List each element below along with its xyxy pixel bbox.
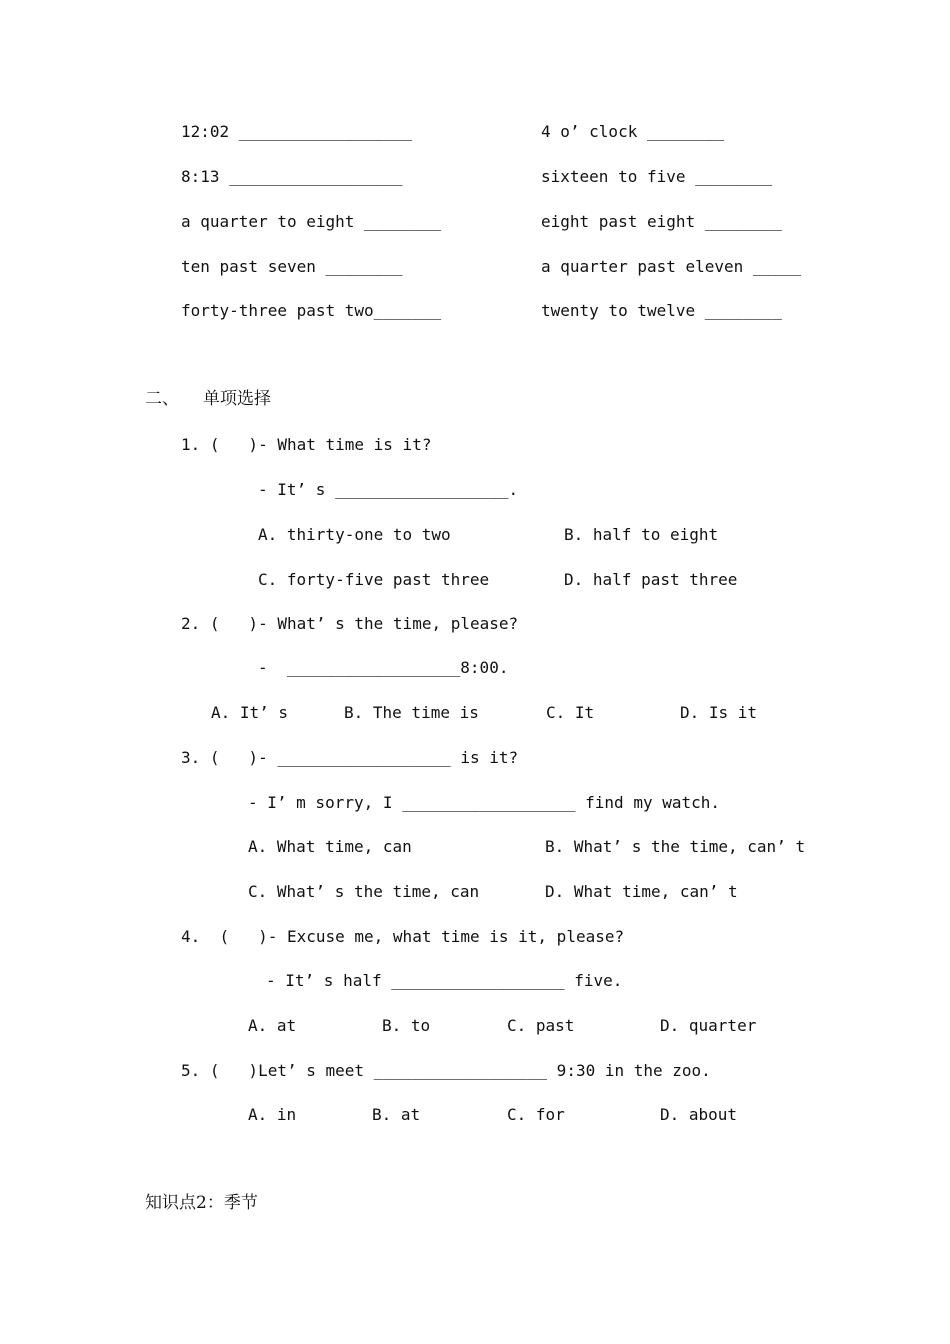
q5-option-b: B. at — [372, 1105, 421, 1124]
knowledge-point-heading: 知识点2：季节 — [145, 1193, 258, 1213]
conv-left-4: ten past seven ________ — [181, 257, 403, 276]
q1-option-b: B. half to eight — [564, 525, 719, 544]
question-5: 5. ( )Let’ s meet __________________ 9:30 in the zoo. — [181, 1061, 711, 1080]
conv-left-5: forty-three past two_______ — [181, 301, 442, 320]
q2-option-d: D. Is it — [680, 703, 758, 722]
conv-right-1: 4 o’ clock ________ — [541, 122, 725, 141]
question-2: 2. ( )- What’ s the time, please? — [181, 614, 519, 633]
answer-line-1: - It’ s __________________. — [258, 480, 519, 499]
conv-left-3: a quarter to eight ________ — [181, 212, 442, 231]
q5-option-d: D. about — [660, 1105, 738, 1124]
q2-option-c: C. It — [546, 703, 595, 722]
q5-option-a: A. in — [248, 1105, 297, 1124]
q4-option-c: C. past — [507, 1016, 575, 1035]
question-3: 3. ( )- __________________ is it? — [181, 748, 519, 767]
conv-right-3: eight past eight ________ — [541, 212, 782, 231]
q4-option-d: D. quarter — [660, 1016, 757, 1035]
question-1: 1. ( )- What time is it? — [181, 435, 432, 454]
conv-right-4: a quarter past eleven _____ — [541, 257, 802, 276]
q3-option-c: C. What’ s the time, can — [248, 882, 480, 901]
conv-left-2: 8:13 __________________ — [181, 167, 403, 186]
q1-option-d: D. half past three — [564, 570, 738, 589]
conv-left-1: 12:02 __________________ — [181, 122, 413, 141]
answer-line-4: - It’ s half __________________ five. — [266, 971, 623, 990]
q3-option-a: A. What time, can — [248, 837, 412, 856]
q4-option-a: A. at — [248, 1016, 297, 1035]
section-title: 单项选择 — [203, 389, 271, 409]
q1-option-a: A. thirty-one to two — [258, 525, 451, 544]
conv-right-2: sixteen to five ________ — [541, 167, 773, 186]
q4-option-b: B. to — [382, 1016, 431, 1035]
conv-right-5: twenty to twelve ________ — [541, 301, 782, 320]
answer-line-3: - I’ m sorry, I __________________ find my watch. — [248, 793, 721, 812]
section-number: 二、 — [145, 389, 179, 409]
q1-option-c: C. forty-five past three — [258, 570, 490, 589]
q2-option-a: A. It’ s — [211, 703, 289, 722]
answer-line-2: - __________________8:00. — [258, 658, 509, 677]
q3-option-d: D. What time, can’ t — [545, 882, 738, 901]
question-4: 4. ( )- Excuse me, what time is it, please? — [181, 927, 625, 946]
q5-option-c: C. for — [507, 1105, 565, 1124]
q2-option-b: B. The time is — [344, 703, 479, 722]
q3-option-b: B. What’ s the time, can’ t — [545, 837, 806, 856]
